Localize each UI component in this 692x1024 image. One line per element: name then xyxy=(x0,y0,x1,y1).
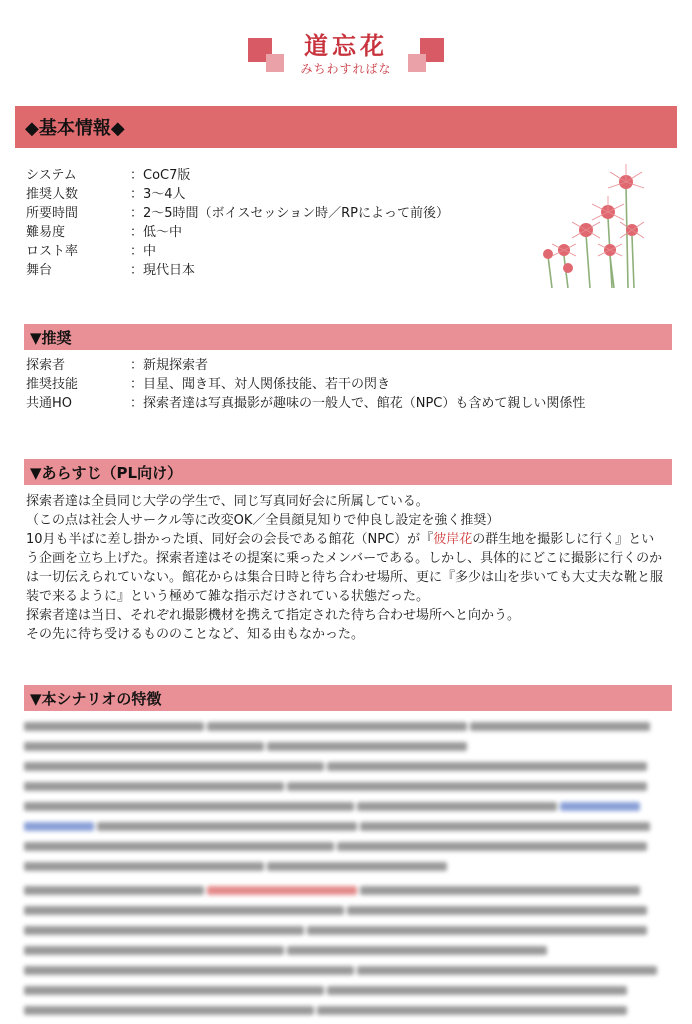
synopsis-text: の群生地を撮影しに行く』という企画を立ち上げた。探索者達はその提案に乗ったメンバーである。しかし、具体的にどこに撮影に行くのかは一切伝えられていない。館花からは集合日時と待ち合わせ場所、更に『多少は山を歩いても大丈夫な靴と服装で来るように』という極めて雑な指示だけされている状態だった。 xyxy=(26,532,664,604)
info-row xyxy=(26,204,449,223)
features-blurred-text-2 xyxy=(24,880,670,1020)
info-label: 推奨人数 xyxy=(26,187,79,202)
info-row xyxy=(26,242,449,261)
info-label: 難易度 xyxy=(26,225,66,240)
info-value: ：3〜4人 xyxy=(130,187,186,202)
info-row xyxy=(26,223,449,242)
page-subtitle: みちわすればな xyxy=(300,62,392,76)
highlight-term: 彼岸花 xyxy=(433,532,473,547)
info-row xyxy=(26,261,449,280)
recommend-value: ：新規探索者 xyxy=(130,358,209,373)
info-value: ：中 xyxy=(130,244,157,259)
recommend-label: 共通HO xyxy=(26,396,73,411)
recommend-row xyxy=(26,375,585,394)
info-row xyxy=(26,185,449,204)
recommend-row xyxy=(26,356,585,375)
info-label: 所要時間 xyxy=(26,206,79,221)
synopsis-line: 探索者達は全員同じ大学の学生で、同じ写真同好会に所属している。 xyxy=(26,494,429,509)
info-value: ：現代日本 xyxy=(130,263,196,278)
info-label: ロスト率 xyxy=(26,244,79,259)
recommend-value: ：探索者達は写真撮影が趣味の一般人で、館花（NPC）も含めて親しい関係性 xyxy=(130,396,586,411)
basic-info-list xyxy=(26,166,449,280)
page-title: 道忘花 xyxy=(304,32,388,60)
synopsis-heading: ▼あらすじ（PL向け） xyxy=(24,459,672,485)
title-block xyxy=(0,22,692,82)
synopsis-paragraph xyxy=(26,530,666,606)
info-label: システム xyxy=(26,168,77,183)
basic-info-heading: ◆基本情報◆ xyxy=(15,106,677,148)
info-value: ：低〜中 xyxy=(130,225,183,240)
recommend-row xyxy=(26,394,585,413)
recommend-list xyxy=(26,356,585,413)
features-blurred-text xyxy=(24,716,670,876)
info-label: 舞台 xyxy=(26,263,53,278)
features-heading: ▼本シナリオの特徴 xyxy=(24,685,672,711)
spider-lily-illustration xyxy=(528,160,668,292)
recommend-label: 推奨技能 xyxy=(26,377,79,392)
synopsis-line: その先に待ち受けるもののことなど、知る由もなかった。 xyxy=(26,627,365,642)
synopsis-text: 10月も半ばに差し掛かった頃、同好会の会長である館花（NPC）が『 xyxy=(26,532,434,547)
recommend-heading: ▼推奨 xyxy=(24,324,672,350)
recommend-label: 探索者 xyxy=(26,358,66,373)
synopsis-line: 探索者達は当日、それぞれ撮影機材を携えて指定された待ち合わせ場所へと向かう。 xyxy=(26,608,521,623)
recommend-value: ：目星、聞き耳、対人関係技能、若干の閃き xyxy=(130,377,391,392)
synopsis-body xyxy=(26,492,666,644)
info-value: ：CoC7版 xyxy=(130,168,191,183)
info-row xyxy=(26,166,449,185)
info-value: ：2〜5時間（ボイスセッション時／RPによって前後） xyxy=(130,206,450,221)
synopsis-line: （この点は社会人サークル等に改変OK／全員顔見知りで仲良し設定を強く推奨） xyxy=(26,513,500,528)
